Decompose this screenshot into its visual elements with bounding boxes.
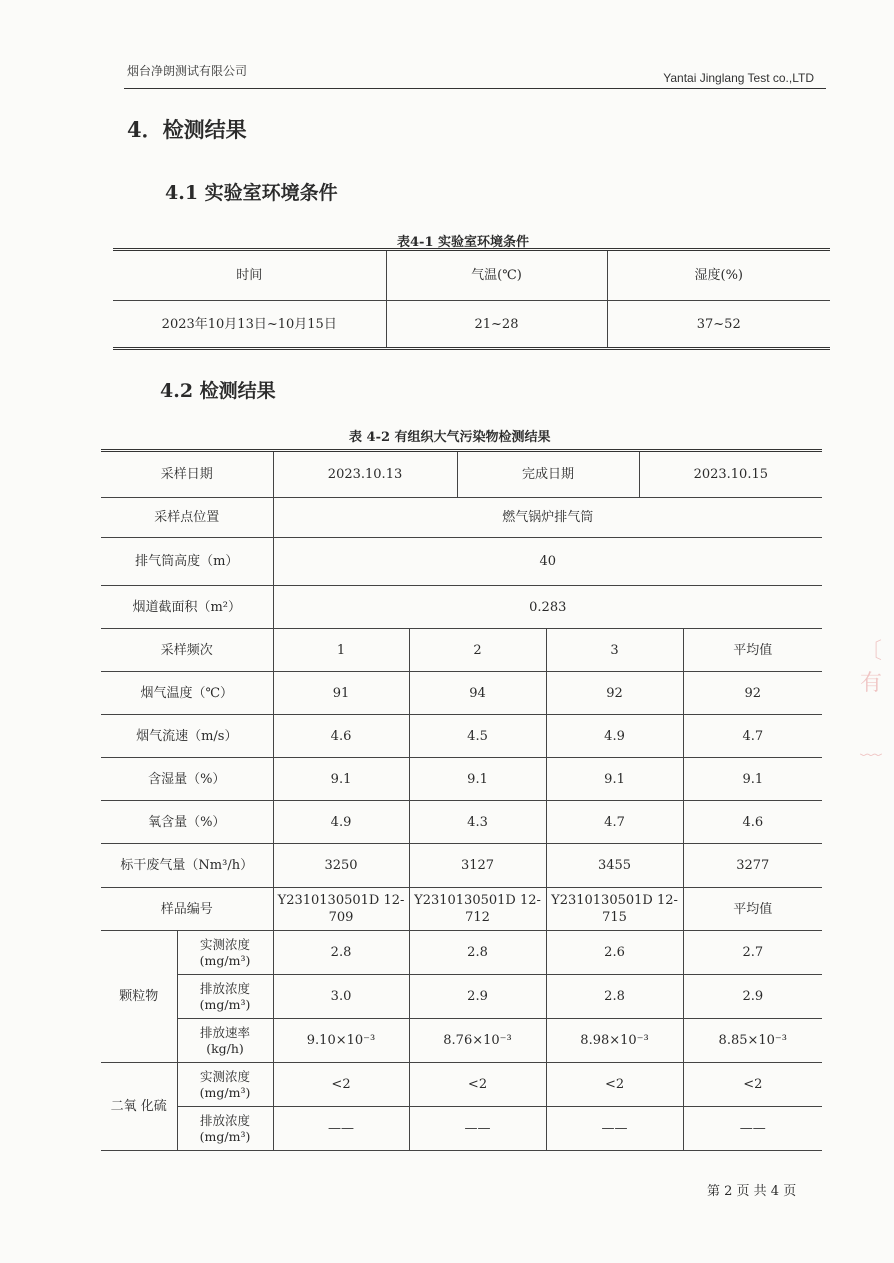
pm-group-label: 颗粒物 [101, 931, 177, 1063]
height-label: 排气筒高度（m） [101, 538, 273, 586]
area-value: 0.283 [273, 586, 822, 629]
completion-date: 2023.10.15 [639, 451, 822, 498]
table-row: 二氧 化硫 实测浓度 (mg/m³) <2 <2 <2 <2 [101, 1063, 822, 1107]
table-row: 排放速率 (kg/h) 9.10×10⁻³ 8.76×10⁻³ 8.98×10⁻³ 8.85×10⁻³ [101, 1019, 822, 1063]
table2-caption: 表 4-2 有组织大气污染物检测结果 [349, 430, 551, 445]
company-name-en: Yantai Jinglang Test co.,LTD [663, 71, 814, 85]
header-temperature: 气温(℃) [386, 250, 607, 301]
header-humidity: 湿度(%) [607, 250, 830, 301]
cell-time: 2023年10月13日~10月15日 [113, 301, 386, 349]
section-title: 4．检测结果 [127, 117, 247, 142]
location-value: 燃气锅炉排气筒 [273, 498, 822, 538]
table-row: 排放浓度 (mg/m³) 3.0 2.9 2.8 2.9 [101, 975, 822, 1019]
so2-group-label: 二氧 化硫 [101, 1063, 177, 1151]
sampling-date: 2023.10.13 [273, 451, 457, 498]
emission-results-table [101, 449, 822, 1151]
table-row: 排放浓度 (mg/m³) —— —— —— —— [101, 1107, 822, 1151]
completion-date-label: 完成日期 [457, 451, 639, 498]
table-row: 氧含量（%） 4.9 4.3 4.7 4.6 [101, 801, 822, 844]
subsection-title-4-1: 4.1 实验室环境条件 [165, 182, 338, 204]
table1-caption: 表4-1 实验室环境条件 [397, 235, 530, 250]
lab-environment-table [113, 248, 830, 350]
sampling-date-label: 采样日期 [101, 451, 273, 498]
area-label: 烟道截面积（m²） [101, 586, 273, 629]
location-label: 采样点位置 [101, 498, 273, 538]
table-row: 标干废气量（Nm³/h） 3250 3127 3455 3277 [101, 844, 822, 888]
cell-temperature: 21~28 [386, 301, 607, 349]
header-time: 时间 [113, 250, 386, 301]
cell-humidity: 37~52 [607, 301, 830, 349]
header-rule [124, 88, 826, 89]
table-row: 颗粒物 实测浓度 (mg/m³) 2.8 2.8 2.6 2.7 [101, 931, 822, 975]
seal-stamp-icon: 〔 有 ﹏ [860, 639, 883, 760]
table-row: 烟气温度（℃） 91 94 92 92 [101, 672, 822, 715]
company-name-cn: 烟台净朗测试有限公司 [127, 64, 248, 78]
table-row: 采样频次 1 2 3 平均值 [101, 629, 822, 672]
table-row: 烟气流速（m/s） 4.6 4.5 4.9 4.7 [101, 715, 822, 758]
height-value: 40 [273, 538, 822, 586]
table-row: 样品编号 Y2310130501D 12-709 Y2310130501D 12-712 Y2310130501D 12-715 平均值 [101, 888, 822, 931]
table-row: 含湿量（%） 9.1 9.1 9.1 9.1 [101, 758, 822, 801]
page-number: 第 2 页 共 4 页 [707, 1184, 797, 1199]
subsection-title-4-2: 4.2 检测结果 [160, 380, 276, 402]
